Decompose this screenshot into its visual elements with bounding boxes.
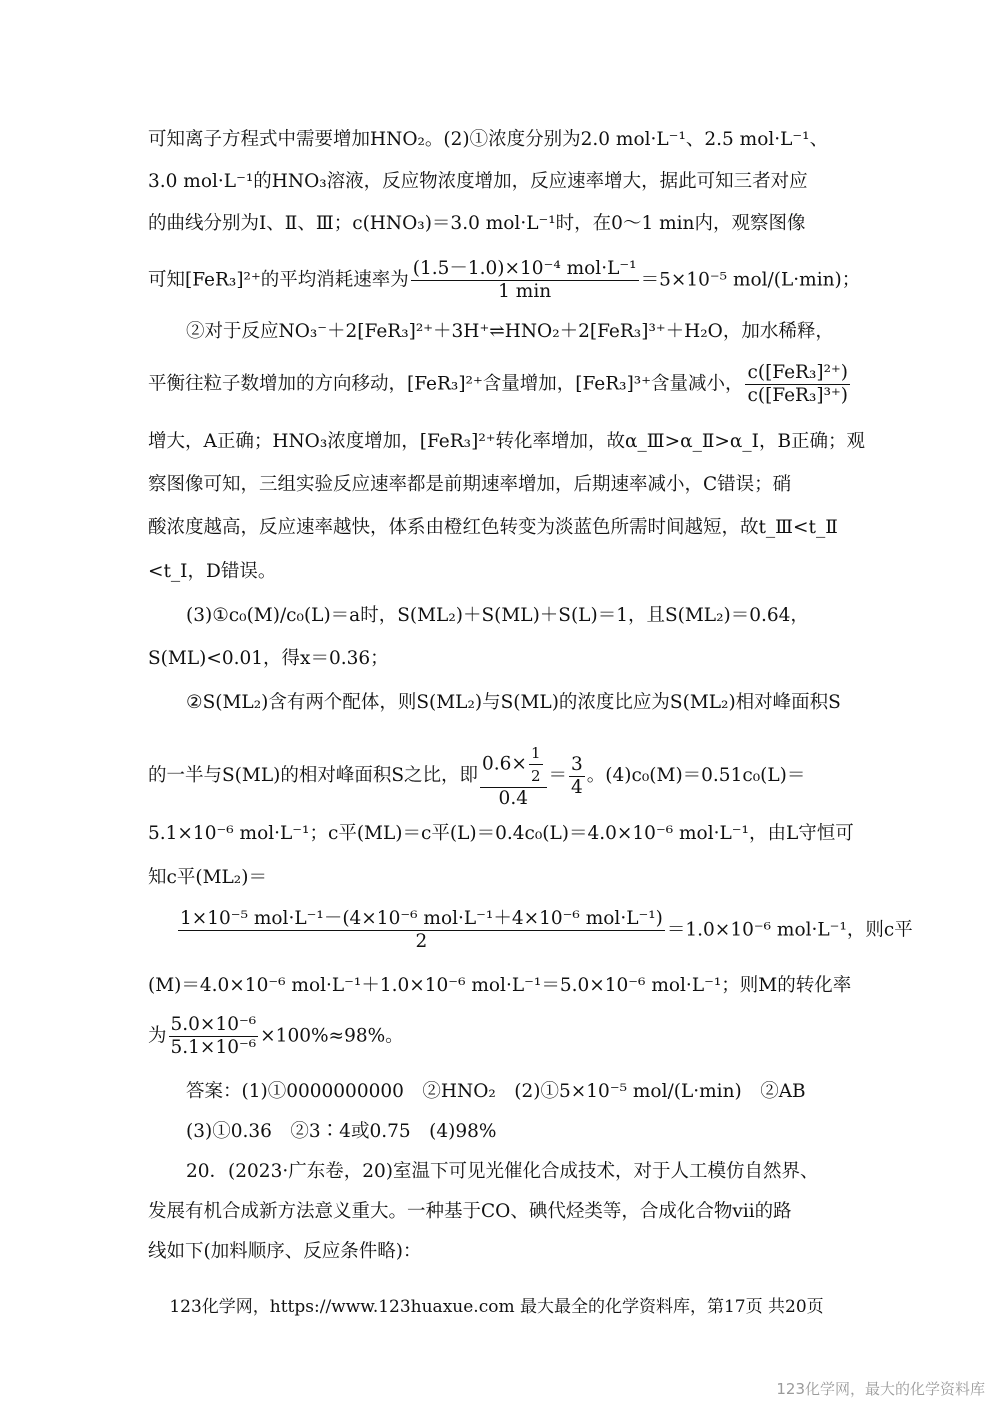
- rate-result: ＝5×10⁻⁵ mol/(L·min)；: [640, 269, 861, 291]
- half-denominator: 0.4: [498, 788, 528, 809]
- question-line: 发展有机合成新方法意义重大。一种基于CO、碘代烃类等，合成化合物ⅶ的路: [148, 1201, 792, 1222]
- text-line: 知c平(ML₂)＝: [148, 867, 267, 888]
- page-footer: 123化学网，https://www.123huaxue.com 最大最全的化学资料库，第17页 共20页: [169, 1297, 824, 1317]
- ratio-line: [148, 362, 858, 407]
- ratio-fraction: [745, 362, 850, 407]
- question-line: 线如下(加料顺序、反应条件略)：: [148, 1241, 422, 1262]
- text-line: 增大，A正确；HNO₃浓度增加，[FeR₃]²⁺转化率增加，故α_Ⅲ>α_Ⅱ>α_Ⅰ，B正确；观: [148, 431, 866, 452]
- text-line: 酸浓度越高，反应速率越快，体系由橙红色转变为淡蓝色所需时间越短，故t_Ⅲ<t_Ⅱ: [148, 517, 838, 538]
- half-prefix: 的一半与S(ML)的相对峰面积S之比，即: [148, 765, 479, 786]
- text-line: ②S(ML₂)含有两个配体，则S(ML₂)与S(ML)的浓度比应为S(ML₂)相对峰面积S: [186, 692, 841, 713]
- text-line: 可知离子方程式中需要增加HNO₂。(2)①浓度分别为2.0 mol·L⁻¹、2.5 mol·L⁻¹、: [148, 129, 829, 150]
- text-line: (3)①c₀(M)/c₀(L)＝a时，S(ML₂)＋S(ML)＋S(L)＝1，且S(ML₂)＝0.64，: [186, 605, 809, 626]
- conservation-fraction: [178, 908, 665, 953]
- rate-prefix: 可知[FeR₃]²⁺的平均消耗速率为: [148, 269, 409, 291]
- question-line: 20．(2023·广东卷，20)室温下可见光催化合成技术，对于人工模仿自然界、: [186, 1161, 819, 1182]
- answer-line: 答案：(1)①0000000000 ②HNO₂ (2)①5×10⁻⁵ mol/(L·min) ②AB: [186, 1081, 806, 1102]
- rate-fraction: [411, 258, 639, 303]
- three-quarters-fraction: $\frac{3}{4}$: [571, 753, 583, 798]
- text-line: 的曲线分别为Ⅰ、Ⅱ、Ⅲ；c(HNO₃)＝3.0 mol·L⁻¹时，在0～1 min内，观察图像: [148, 213, 806, 234]
- conversion-numerator: 5.0×10⁻⁶: [170, 1014, 257, 1035]
- conversion-result: ×100%≈98%。: [260, 1025, 404, 1047]
- answer-line: (3)①0.36 ②3∶4或0.75 (4)98%: [186, 1121, 497, 1142]
- half-ratio-line: 的一半与S(ML)的相对峰面积S之比，即 0.6× $\frac{1}{2}$ 0.4 ＝ $\frac{3}{4}$ 。(4)c₀(M)＝0.51c₀(L)＝: [148, 744, 806, 809]
- conservation-result: ＝1.0×10⁻⁶ mol·L⁻¹，则c平: [666, 919, 913, 941]
- text-line: 5.1×10⁻⁶ mol·L⁻¹；c平(ML)＝c平(L)＝0.4c₀(L)＝4.0×10⁻⁶ mol·L⁻¹，由L守恒可: [148, 823, 854, 844]
- half-fraction: [480, 742, 546, 810]
- conservation-line: [176, 908, 913, 953]
- conversion-line: 为 $\frac{\text{5.0×10⁻⁶}}{\text{5.1×10⁻⁶}}$ ×100%≈98%。: [148, 1014, 404, 1058]
- half-suffix: 。(4)c₀(M)＝0.51c₀(L)＝: [586, 765, 806, 786]
- ratio-prefix: 平衡往粒子数增加的方向移动，[FeR₃]²⁺含量增加，[FeR₃]³⁺含量减小，: [148, 373, 744, 395]
- reaction-line: ②对于反应NO₃⁻＋2[FeR₃]²⁺＋3H⁺⇌HNO₂＋2[FeR₃]³⁺＋H₂O，加水稀释，: [186, 321, 834, 342]
- rate-numerator: (1.5－1.0)×10⁻⁴ mol·L⁻¹: [412, 258, 637, 279]
- conservation-numerator: 1×10⁻⁵ mol·L⁻¹－(4×10⁻⁶ mol·L⁻¹＋4×10⁻⁶ mol·L⁻¹): [180, 908, 663, 929]
- text-line: S(ML)<0.01，得x＝0.36；: [148, 648, 389, 669]
- text-line: 3.0 mol·L⁻¹的HNO₃溶液，反应物浓度增加，反应速率增大，据此可知三者对应: [148, 171, 808, 192]
- rate-denominator: 1 min: [498, 281, 552, 302]
- one-half-fraction: $\frac{1}{2}$: [530, 744, 541, 785]
- text-line: (M)＝4.0×10⁻⁶ mol·L⁻¹＋1.0×10⁻⁶ mol·L⁻¹＝5.0×10⁻⁶ mol·L⁻¹；则M的转化率: [148, 975, 852, 996]
- ratio-numerator: c([FeR₃]²⁺): [747, 362, 849, 383]
- half-numerator: 0.6× $\frac{1}{2}$: [480, 742, 546, 788]
- text-line: 察图像可知，三组实验反应速率都是前期速率增加，后期速率减小，C错误；硝: [148, 474, 792, 495]
- conversion-denominator: 5.1×10⁻⁶: [170, 1037, 257, 1058]
- ratio-denominator: c([FeR₃]³⁺): [747, 385, 849, 406]
- text-line: <t_Ⅰ，D错误。: [148, 561, 277, 582]
- conservation-denominator: 2: [415, 931, 428, 952]
- watermark-text: 123化学网，最大的化学资料库: [776, 1380, 985, 1398]
- rate-equation-line: [148, 258, 861, 303]
- conversion-fraction: [169, 1014, 259, 1059]
